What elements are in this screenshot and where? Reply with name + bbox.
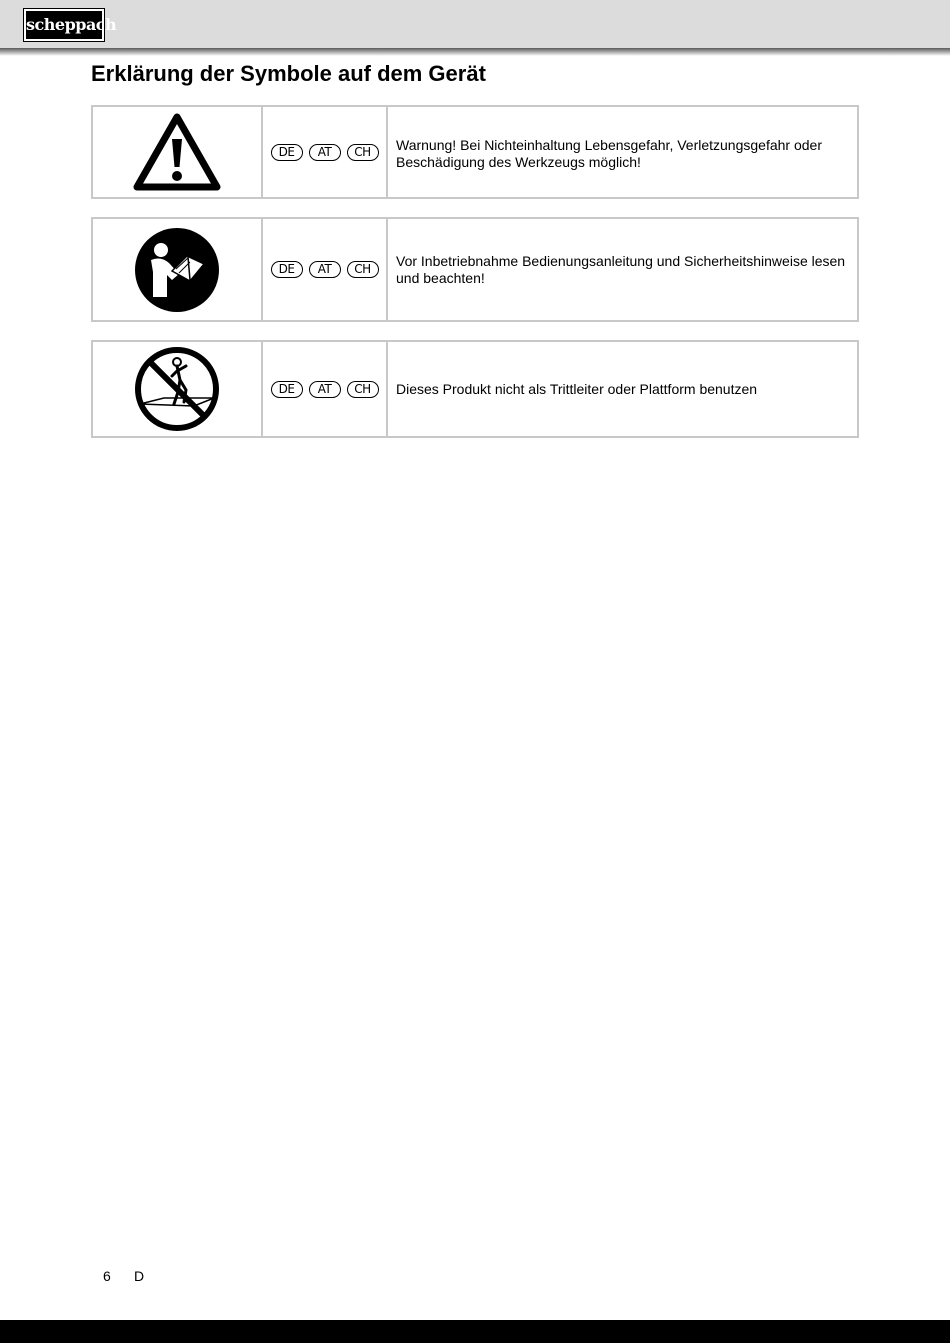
page-number: 6 bbox=[103, 1268, 111, 1284]
symbol-row-no-platform bbox=[91, 340, 859, 438]
country-code-at: AT bbox=[309, 144, 341, 161]
read-manual-icon bbox=[134, 227, 220, 313]
header-bar bbox=[0, 0, 950, 48]
language-code: D bbox=[134, 1268, 145, 1284]
country-code-de: DE bbox=[271, 261, 303, 278]
symbol-description bbox=[388, 107, 857, 197]
country-codes bbox=[263, 219, 388, 320]
symbol-description-text: Dieses Produkt nicht als Trittleiter oder Plattform benutzen bbox=[396, 380, 758, 397]
country-code-ch: CH bbox=[347, 261, 379, 278]
header-shadow bbox=[0, 48, 950, 56]
country-codes bbox=[263, 107, 388, 197]
brand-logo: scheppach bbox=[24, 9, 104, 41]
symbol-description bbox=[388, 219, 857, 320]
symbol-row-read-manual bbox=[91, 217, 859, 322]
footer-bar bbox=[0, 1320, 950, 1343]
symbol-icon-cell bbox=[93, 342, 263, 436]
warning-triangle-icon bbox=[133, 113, 221, 191]
country-code-de: DE bbox=[271, 381, 303, 398]
symbol-row-warning bbox=[91, 105, 859, 199]
symbol-description-text: Vor Inbetriebnahme Bedienungsanleitung und Sicherheitshinweise lesen und beachten! bbox=[396, 253, 846, 286]
country-codes bbox=[263, 342, 388, 436]
page-title: Erklärung der Symbole auf dem Gerät bbox=[91, 61, 486, 86]
symbol-icon-cell bbox=[93, 107, 263, 197]
country-code-ch: CH bbox=[347, 144, 379, 161]
symbol-description bbox=[388, 342, 857, 436]
no-standing-platform-icon bbox=[134, 346, 220, 432]
symbol-icon-cell bbox=[93, 219, 263, 320]
country-code-de: DE bbox=[271, 144, 303, 161]
country-code-at: AT bbox=[309, 381, 341, 398]
country-code-at: AT bbox=[309, 261, 341, 278]
country-code-ch: CH bbox=[347, 381, 379, 398]
symbol-description-text: Warnung! Bei Nichteinhaltung Lebensgefahr, Verletzungsgefahr oder Beschädigung des Werkzeugs möglich! bbox=[396, 137, 822, 170]
